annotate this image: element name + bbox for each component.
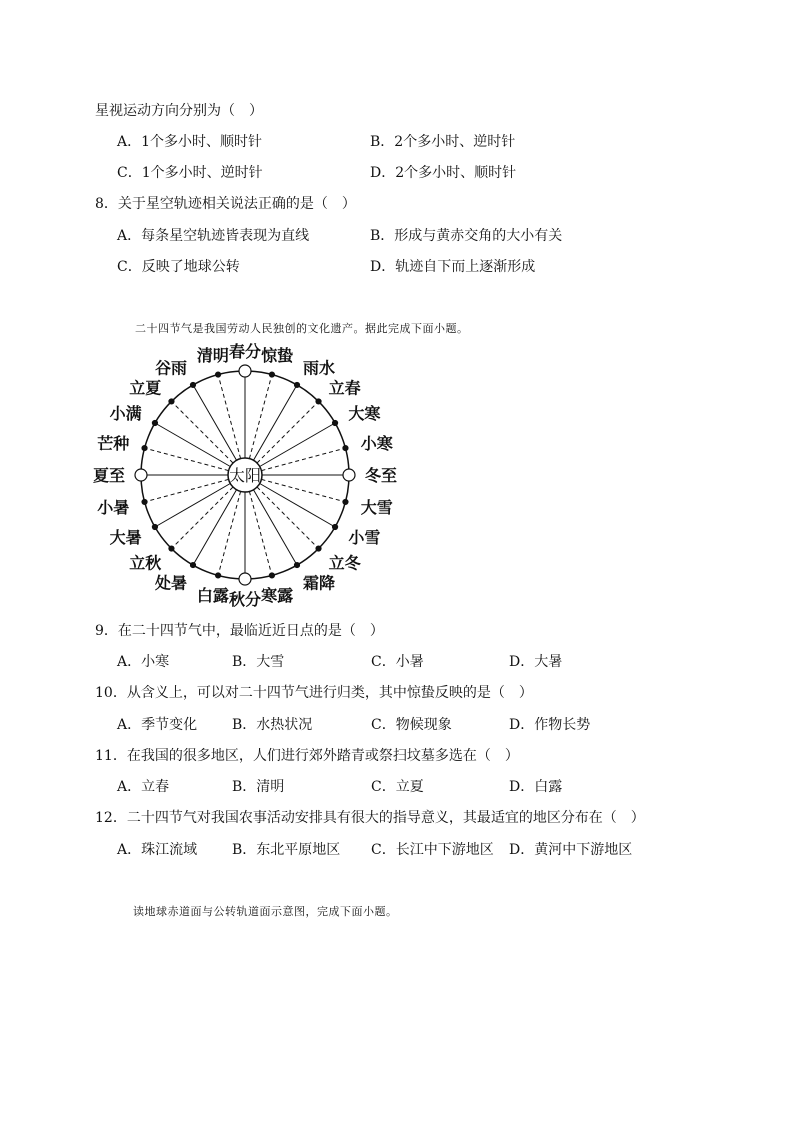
term-spoke bbox=[171, 401, 233, 463]
term-marker bbox=[316, 399, 321, 404]
q9-option-a: A．小寒 bbox=[117, 654, 170, 670]
q7-stem-tail: 星视运动方向分别为（ ） bbox=[95, 103, 263, 119]
term-label: 立冬 bbox=[328, 553, 361, 573]
term-label: 大雪 bbox=[360, 498, 393, 518]
q7-option-d: D．2个多小时、顺时针 bbox=[370, 165, 517, 181]
q8-option-c: C．反映了地球公转 bbox=[117, 259, 240, 275]
term-label: 惊蛰 bbox=[261, 346, 294, 366]
term-label: 谷雨 bbox=[154, 358, 187, 378]
term-marker bbox=[169, 399, 174, 404]
term-spoke bbox=[171, 487, 233, 549]
q12-option-b: B．东北平原地区 bbox=[232, 842, 341, 858]
q9-option-d: D．大暑 bbox=[509, 654, 563, 670]
q10-option-c: C．物候现象 bbox=[371, 717, 452, 733]
q12-option-a: A．珠江流域 bbox=[117, 842, 198, 858]
term-marker bbox=[191, 382, 196, 387]
term-label: 春分 bbox=[228, 342, 262, 361]
q8-option-b: B．形成与黄赤交角的大小有关 bbox=[370, 228, 563, 244]
q12-option-c: C．长江中下游地区 bbox=[371, 842, 494, 858]
q7-option-b: B．2个多小时、逆时针 bbox=[370, 134, 516, 150]
q12-option-d: D．黄河中下游地区 bbox=[509, 842, 633, 858]
term-label: 立秋 bbox=[129, 553, 162, 573]
q9-stem: 9．在二十四节气中，最临近近日点的是（ ） bbox=[95, 623, 384, 639]
sun-label: 太阳 bbox=[228, 466, 262, 485]
term-label: 小暑 bbox=[97, 498, 130, 518]
major-term-marker bbox=[239, 365, 251, 377]
term-label: 小雪 bbox=[348, 528, 381, 547]
term-label: 大寒 bbox=[348, 404, 381, 423]
term-marker bbox=[152, 421, 157, 426]
q7-option-a: A．1个多小时、顺时针 bbox=[117, 134, 263, 150]
q10-option-b: B．水热状况 bbox=[232, 717, 313, 733]
q11-option-b: B．清明 bbox=[232, 779, 285, 795]
q11-stem: 11．在我国的很多地区，人们进行郊外踏青或祭扫坟墓多选在（ ） bbox=[95, 748, 519, 764]
term-marker bbox=[269, 372, 274, 377]
term-marker bbox=[316, 546, 321, 551]
q9-option-b: B．大雪 bbox=[232, 654, 285, 670]
term-label: 立夏 bbox=[129, 378, 162, 398]
term-label: 芒种 bbox=[97, 433, 130, 453]
term-label: 处暑 bbox=[154, 573, 187, 593]
term-spoke bbox=[218, 375, 241, 459]
term-label: 夏至 bbox=[92, 466, 125, 485]
term-marker bbox=[152, 525, 157, 530]
major-term-marker bbox=[239, 573, 251, 585]
term-label: 秋分 bbox=[228, 590, 262, 609]
term-label: 寒露 bbox=[261, 585, 294, 605]
term-marker bbox=[191, 563, 196, 568]
intro-orbit-diagram: 读地球赤道面与公转轨道面示意图，完成下面小题。 bbox=[133, 905, 398, 918]
q8-option-d: D．轨迹自下而上逐渐形成 bbox=[370, 259, 536, 275]
term-marker bbox=[333, 525, 338, 530]
major-term-marker bbox=[343, 469, 355, 481]
term-spoke bbox=[249, 491, 272, 575]
term-marker bbox=[269, 573, 274, 578]
q11-option-c: C．立夏 bbox=[371, 779, 424, 795]
term-label: 立春 bbox=[328, 378, 361, 398]
term-marker bbox=[295, 563, 300, 568]
term-marker bbox=[142, 499, 147, 504]
term-marker bbox=[295, 382, 300, 387]
term-spoke bbox=[145, 448, 229, 471]
q10-stem: 10．从含义上，可以对二十四节气进行归类，其中惊蛰反映的是（ ） bbox=[95, 685, 533, 701]
term-label: 白露 bbox=[196, 585, 229, 605]
term-marker bbox=[216, 372, 221, 377]
term-marker bbox=[216, 573, 221, 578]
solar-terms-diagram bbox=[85, 340, 405, 620]
q11-option-d: D．白露 bbox=[509, 779, 563, 795]
term-marker bbox=[343, 446, 348, 451]
q8-option-a: A．每条星空轨迹皆表现为直线 bbox=[117, 228, 310, 244]
term-spoke bbox=[261, 479, 345, 502]
major-term-marker bbox=[135, 469, 147, 481]
q10-option-a: A．季节变化 bbox=[117, 717, 198, 733]
q8-stem: 8．关于星空轨迹相关说法正确的是（ ） bbox=[95, 196, 356, 212]
term-spoke bbox=[257, 487, 319, 549]
q7-option-c: C．1个多小时、逆时针 bbox=[117, 165, 263, 181]
term-label: 清明 bbox=[196, 346, 229, 366]
intro-solar-terms: 二十四节气是我国劳动人民独创的文化遗产。据此完成下面小题。 bbox=[135, 322, 469, 335]
term-marker bbox=[333, 421, 338, 426]
term-label: 雨水 bbox=[303, 358, 336, 378]
term-spoke bbox=[218, 491, 241, 575]
term-label: 小寒 bbox=[360, 433, 393, 453]
term-label: 霜降 bbox=[303, 573, 336, 593]
term-spoke bbox=[261, 448, 345, 471]
term-spoke bbox=[249, 375, 272, 459]
q12-stem: 12．二十四节气对我国农事活动安排具有很大的指导意义，其最适宜的地区分布在（ ） bbox=[95, 810, 645, 826]
q11-option-a: A．立春 bbox=[117, 779, 170, 795]
term-marker bbox=[343, 499, 348, 504]
q10-option-d: D．作物长势 bbox=[509, 717, 591, 733]
term-label: 冬至 bbox=[365, 466, 398, 485]
term-marker bbox=[142, 446, 147, 451]
q9-option-c: C．小暑 bbox=[371, 654, 424, 670]
term-spoke bbox=[257, 401, 319, 463]
term-marker bbox=[169, 546, 174, 551]
term-spoke bbox=[145, 479, 229, 502]
term-label: 小满 bbox=[109, 404, 142, 423]
term-label: 大暑 bbox=[109, 528, 142, 547]
